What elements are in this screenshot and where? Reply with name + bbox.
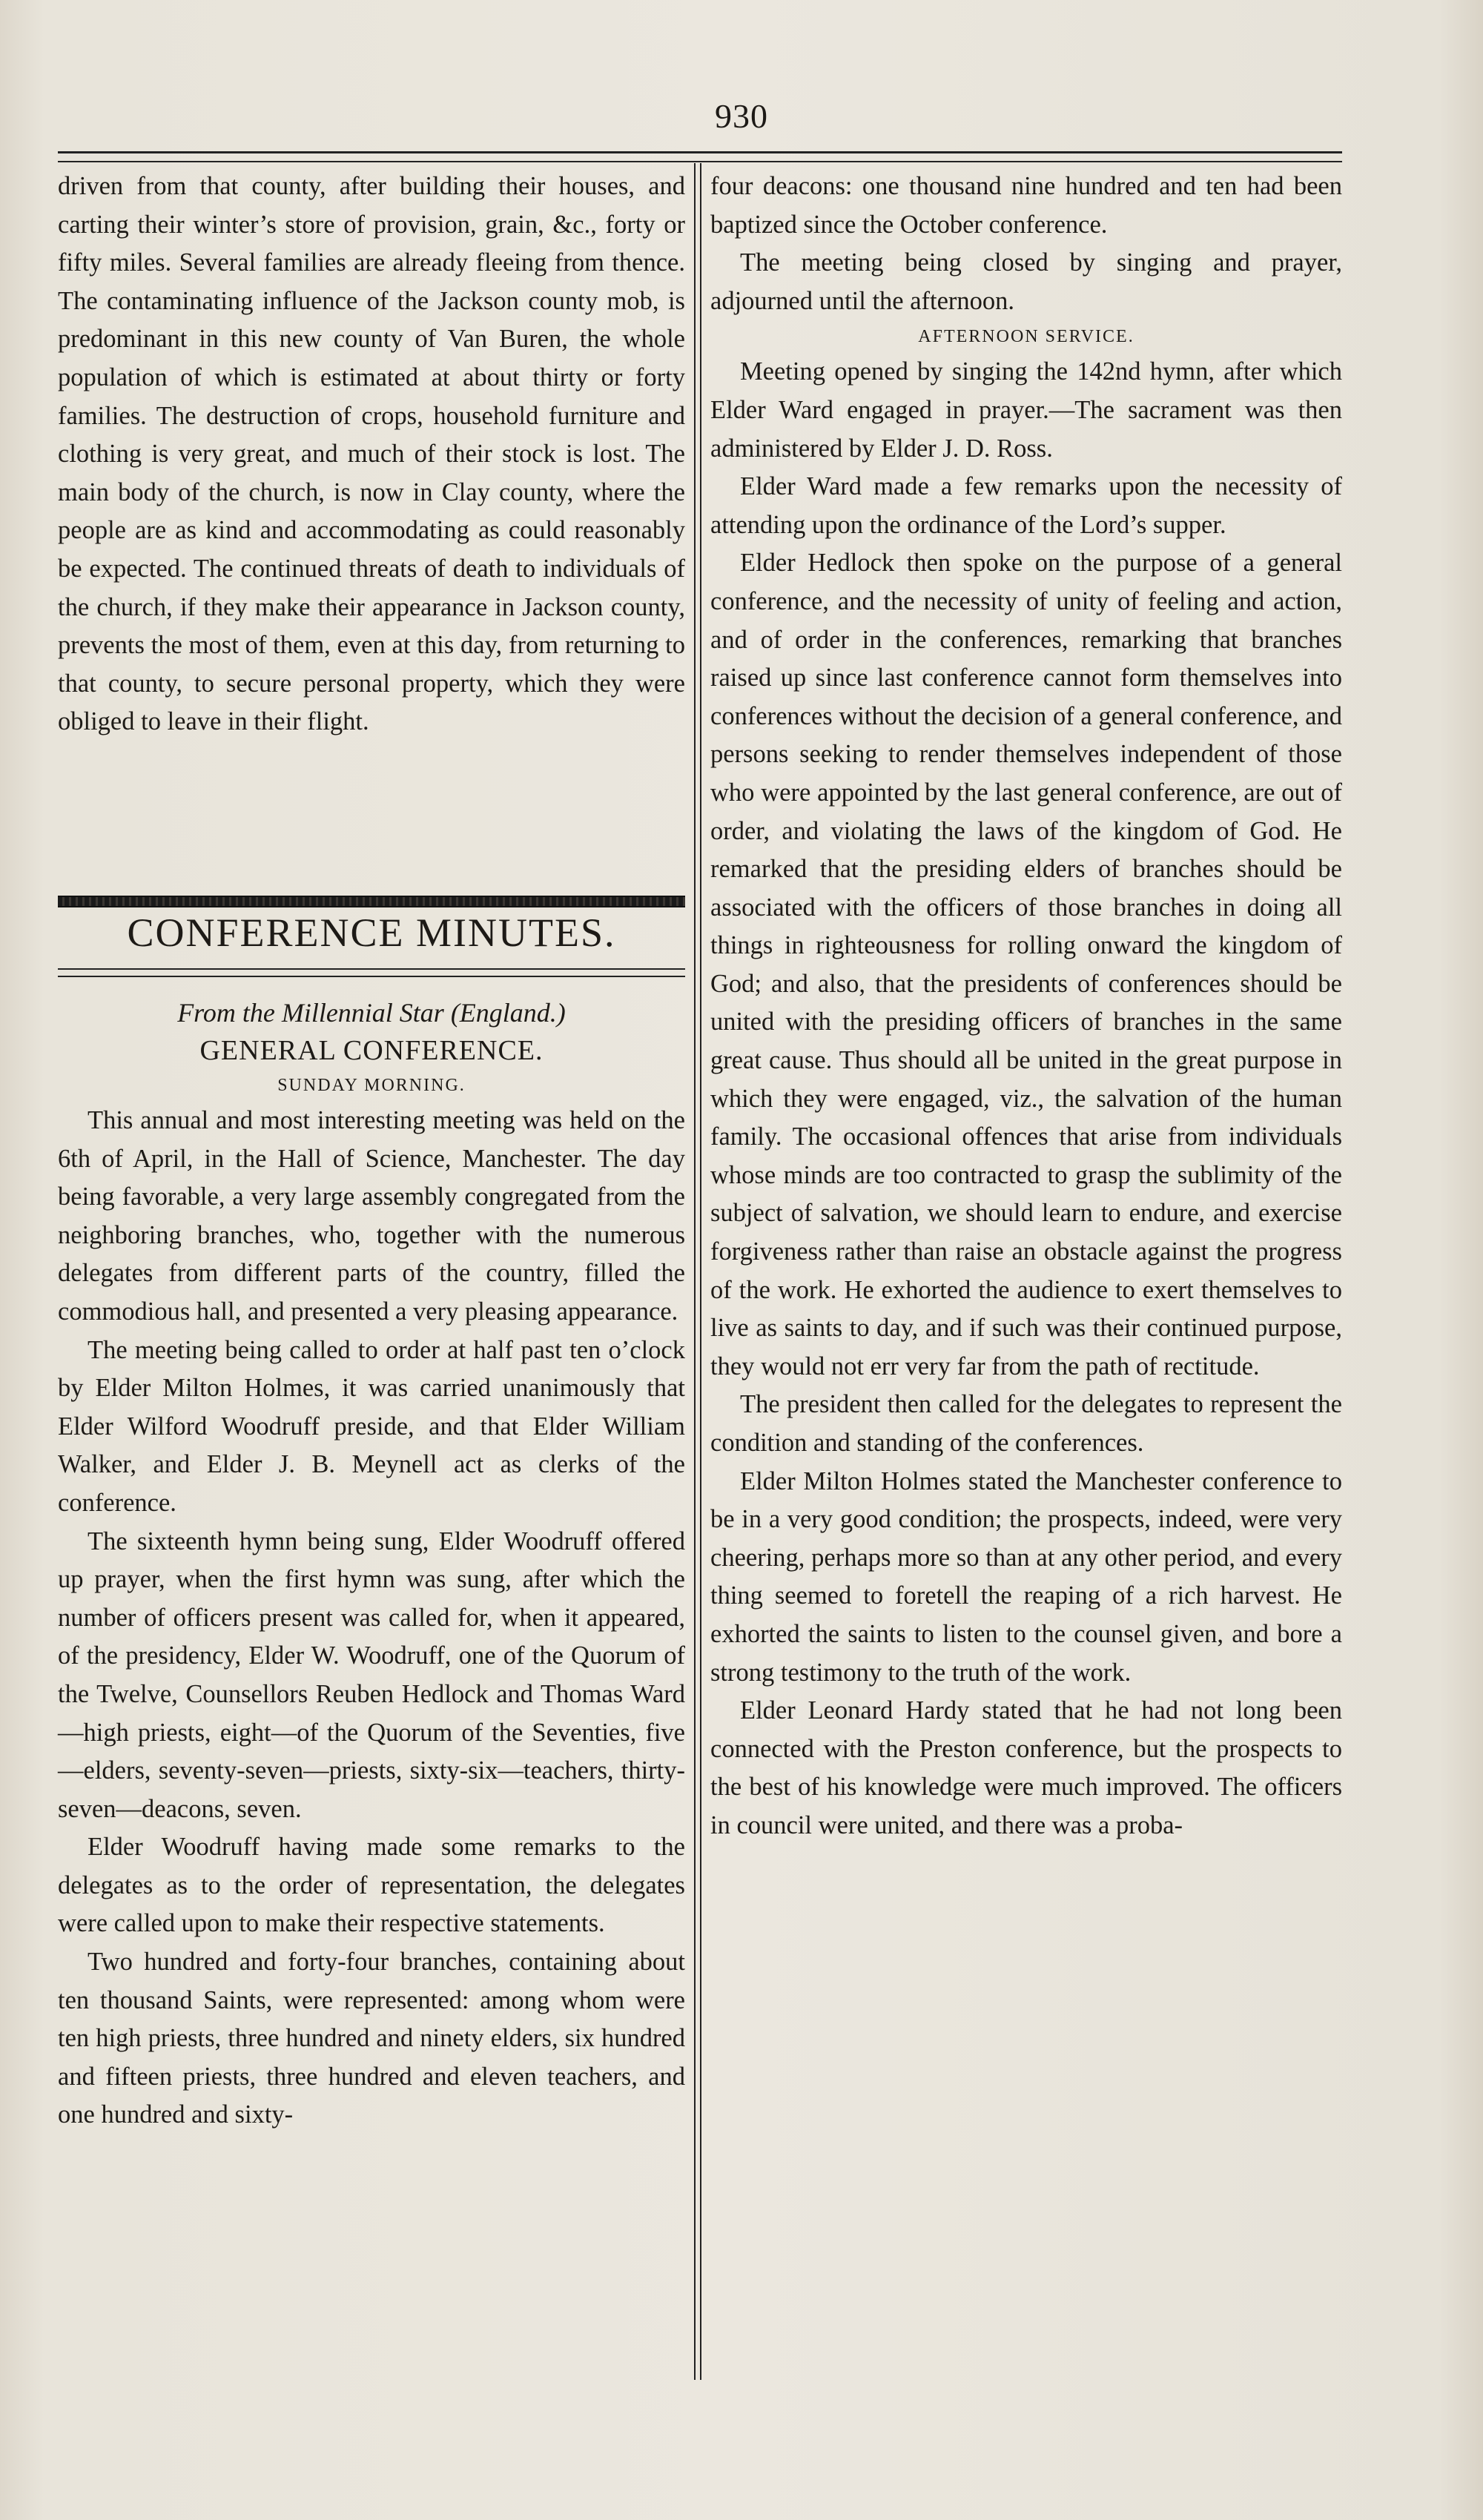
session-heading: SUNDAY MORNING. xyxy=(277,1076,466,1095)
source-attribution: From the Millennial Star (England.) xyxy=(177,998,566,1028)
conference-heading: GENERAL CONFERENCE. xyxy=(199,1035,544,1066)
paragraph: The meeting being closed by singing and prayer, adjourned until the afternoon. xyxy=(710,248,1342,315)
paragraph: Elder Hedlock then spoke on the purpose of a general conference, and the necessity of unity of feeling and action, and of order in the conferences, remarking that branches raised up since last conference cannot form themselves into conferences without the decision of a general conference, and persons seeking to render themselves independent of those who were appointed by the last general conference, are out of order, and violating the laws of the kingdom of God. He remarked that the presiding elders of branches should be associated with the officers of those branches in doing all things in righteousness for rolling onward the kingdom of God; and also, that the presidents of conferences should be united with the presiding officers of branches in the same great cause. Thus should all be united in the great purpose in which they were engaged, viz., the salvation of the human family. The occasional offences that arise from individuals whose minds are too contracted to grasp the sublimity of the subject of salvation, we should learn to endure, and exercise forgiveness rather than raise an obstacle against the progress of the work. He exhorted the audience to exert themselves to live as saints to day, and if such was their continued purpose, they would not err very far from the path of rectitude. xyxy=(710,549,1342,1380)
paragraph: The sixteenth hymn being sung, Elder Woodruff offered up prayer, when the first hymn was sung, after which the number of officers present was called for, when it appeared, of the presidency, Elder W. Woodruff, one of the Quorum of the Twelve, Counsellors Reuben Hedlock and Thomas Ward—high priests, eight—of the Quorum of the Seventies, five—elders, seventy-seven—priests, sixty-six—teachers, thirty-seven—deacons, seven. xyxy=(58,1527,685,1823)
section-divider-rule xyxy=(58,896,685,907)
paragraph: This annual and most interesting meeting was held on the 6th of April, in the Hall of Science, Manchester. The day being favorable, a very large assembly congregated from the neighboring branches, who, together with the numerous delegates from different parts of the country, filled the commodious hall, and presented a very pleasing appearance. xyxy=(58,1106,685,1326)
paragraph: The meeting being called to order at half past ten o’clock by Elder Milton Holmes, it was carried unanimously that Elder Wilford Woodruff preside, and that Elder William Walker, and Elder J. B. Meynell act as clerks of the conference. xyxy=(58,1335,685,1517)
paragraph: Elder Leonard Hardy stated that he had not long been connected with the Preston conference, but the prospects to the best of his knowledge were much improved. The officers in council were united, and there was a proba- xyxy=(710,1696,1342,1839)
paragraph: Elder Ward made a few remarks upon the necessity of attending upon the ordinance of the Lord’s supper. xyxy=(710,472,1342,539)
paragraph: Meeting opened by singing the 142nd hymn, after which Elder Ward engaged in prayer.—The sacrament was then administered by Elder J. D. Ross. xyxy=(710,357,1342,463)
column-divider xyxy=(694,163,701,2380)
section-title: CONFERENCE MINUTES. xyxy=(127,910,616,955)
article-continuation: driven from that county, after building their houses, and carting their winter’s store of provision, grain, &c., forty or fifty miles. Several families are already fleeing from thence. The contaminating influence of the Jackson county mob, is predominant in this new county of Van Buren, the whole population of which is estimated at about thirty or forty families. The destruction of crops, household furniture and clothing is very great, and much of their stock is lost. The main body of the church, is now in Clay county, where the people are as kind and accommodating as could reasonably be expected. The continued threats of death to individuals of the church, if they make their appearance in Jackson county, prevents the most of them, even at this day, from returning to that county, to secure personal property, which they were obliged to leave in their flight. xyxy=(58,172,685,736)
right-column xyxy=(710,168,1342,1845)
paragraph: The president then called for the delegates to represent the condition and standing of the conferences. xyxy=(710,1390,1342,1457)
paragraph: Elder Milton Holmes stated the Manchester conference to be in a very good condition; the prospects, indeed, were very cheering, perhaps more so than at any other period, and every thing seemed to foretell the reaping of a rich harvest. He exhorted the saints to listen to the counsel given, and bore a strong testimony to the truth of the work. xyxy=(710,1466,1342,1687)
page-number: 930 xyxy=(715,97,768,135)
left-column-bottom xyxy=(58,993,685,2134)
left-column-top xyxy=(58,168,685,741)
paragraph: Elder Woodruff having made some remarks to the delegates as to the order of representation, the delegates were called upon to make their respective statements. xyxy=(58,1833,685,1938)
session-heading: AFTERNOON SERVICE. xyxy=(918,327,1134,347)
paragraph: four deacons: one thousand nine hundred and ten had been baptized since the October conference. xyxy=(710,172,1342,239)
section-title-rule xyxy=(58,968,685,977)
paragraph: Two hundred and forty-four branches, containing about ten thousand Saints, were represented: among whom were ten high priests, three hundred and ninety elders, six hundred and fifteen priests, three hundred and eleven teachers, and one hundred and sixty- xyxy=(58,1948,685,2129)
header-rule xyxy=(58,151,1342,162)
